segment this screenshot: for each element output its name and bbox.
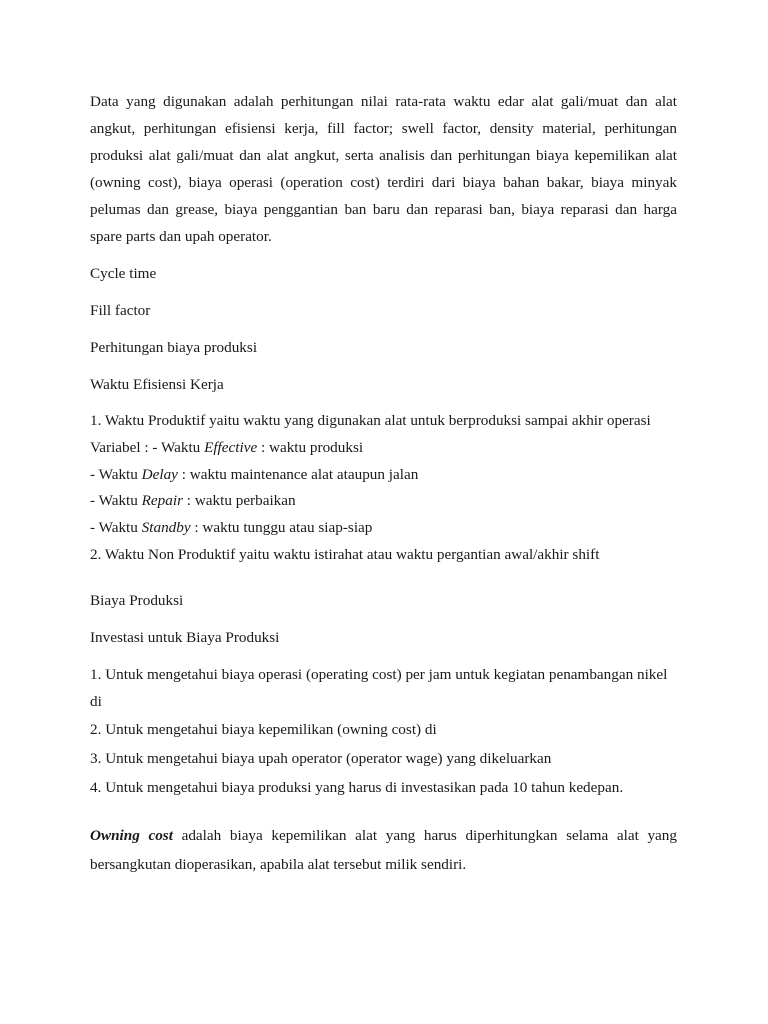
variabel-suffix: : waktu produksi — [257, 438, 364, 456]
biaya-item-3: 3. Untuk mengetahui biaya upah operator (operator wage) yang dikeluarkan — [90, 749, 552, 767]
term-delay: Delay — [141, 465, 178, 483]
repair-prefix: - Waktu — [90, 492, 142, 510]
efisiensi-delay — [90, 462, 677, 489]
heading-perhitungan-biaya: Perhitungan biaya produksi — [90, 339, 258, 356]
delay-suffix: : waktu maintenance alat ataupun jalan — [177, 465, 419, 483]
repair-suffix: : waktu perbaikan — [183, 492, 296, 510]
efisiensi-standby — [90, 515, 677, 542]
efisiensi-variabel — [90, 435, 677, 462]
standby-suffix: : waktu tunggu atau siap-siap — [190, 519, 373, 537]
term-standby: Standby — [141, 519, 191, 537]
biaya-list — [90, 661, 677, 802]
heading-waktu-efisiensi: Waktu Efisiensi Kerja — [90, 376, 224, 393]
delay-prefix: - Waktu — [90, 465, 142, 483]
heading-biaya-produksi: Biaya Produksi — [90, 591, 184, 609]
document-page — [90, 88, 677, 879]
owning-cost-definition: adalah biaya kepemilikan alat yang harus diperhitungkan selama alat yang bersangkutan dioperasikan, apabila alat tersebut milik sendiri. — [90, 826, 677, 873]
efisiensi-list — [90, 408, 677, 569]
biaya-item-2: 2. Untuk mengetahui biaya kepemilikan (owning cost) di — [90, 720, 437, 738]
owning-cost-term: Owning cost — [90, 826, 173, 844]
biaya-item-1: 1. Untuk mengetahui biaya operasi (operating cost) per jam untuk kegiatan penambangan nikel di — [90, 665, 668, 710]
term-effective: Effective — [204, 438, 258, 456]
standby-prefix: - Waktu — [90, 519, 142, 537]
heading-investasi: Investasi untuk Biaya Produksi — [90, 628, 280, 646]
term-repair: Repair — [141, 492, 183, 510]
owning-cost-paragraph — [90, 821, 677, 879]
intro-paragraph: Data yang digunakan adalah perhitungan nilai rata-rata waktu edar alat gali/muat dan alat angkut, perhitungan efisiensi kerja, fill factor; swell factor, density material, perhitungan produksi alat gali/muat dan alat angkut, serta analisis dan perhitungan biaya kepemilikan alat (owning cost), biaya operasi (operation cost) terdiri dari biaya bahan bakar, biaya minyak pelumas dan grease, biaya penggantian ban baru dan reparasi ban, biaya reparasi dan harga spare parts dan upah operator. — [90, 93, 677, 245]
efisiensi-item-1: 1. Waktu Produktif yaitu waktu yang digunakan alat untuk berproduksi sampai akhir operasi — [90, 412, 651, 429]
variabel-prefix: Variabel : - Waktu — [90, 438, 205, 456]
biaya-item-4: 4. Untuk mengetahui biaya produksi yang harus di investasikan pada 10 tahun kedepan. — [90, 778, 624, 796]
heading-cycle-time: Cycle time — [90, 265, 157, 282]
efisiensi-item-2: 2. Waktu Non Produktif yaitu waktu istirahat atau waktu pergantian awal/akhir shift — [90, 545, 600, 563]
heading-fill-factor: Fill factor — [90, 302, 151, 319]
efisiensi-repair — [90, 488, 677, 515]
